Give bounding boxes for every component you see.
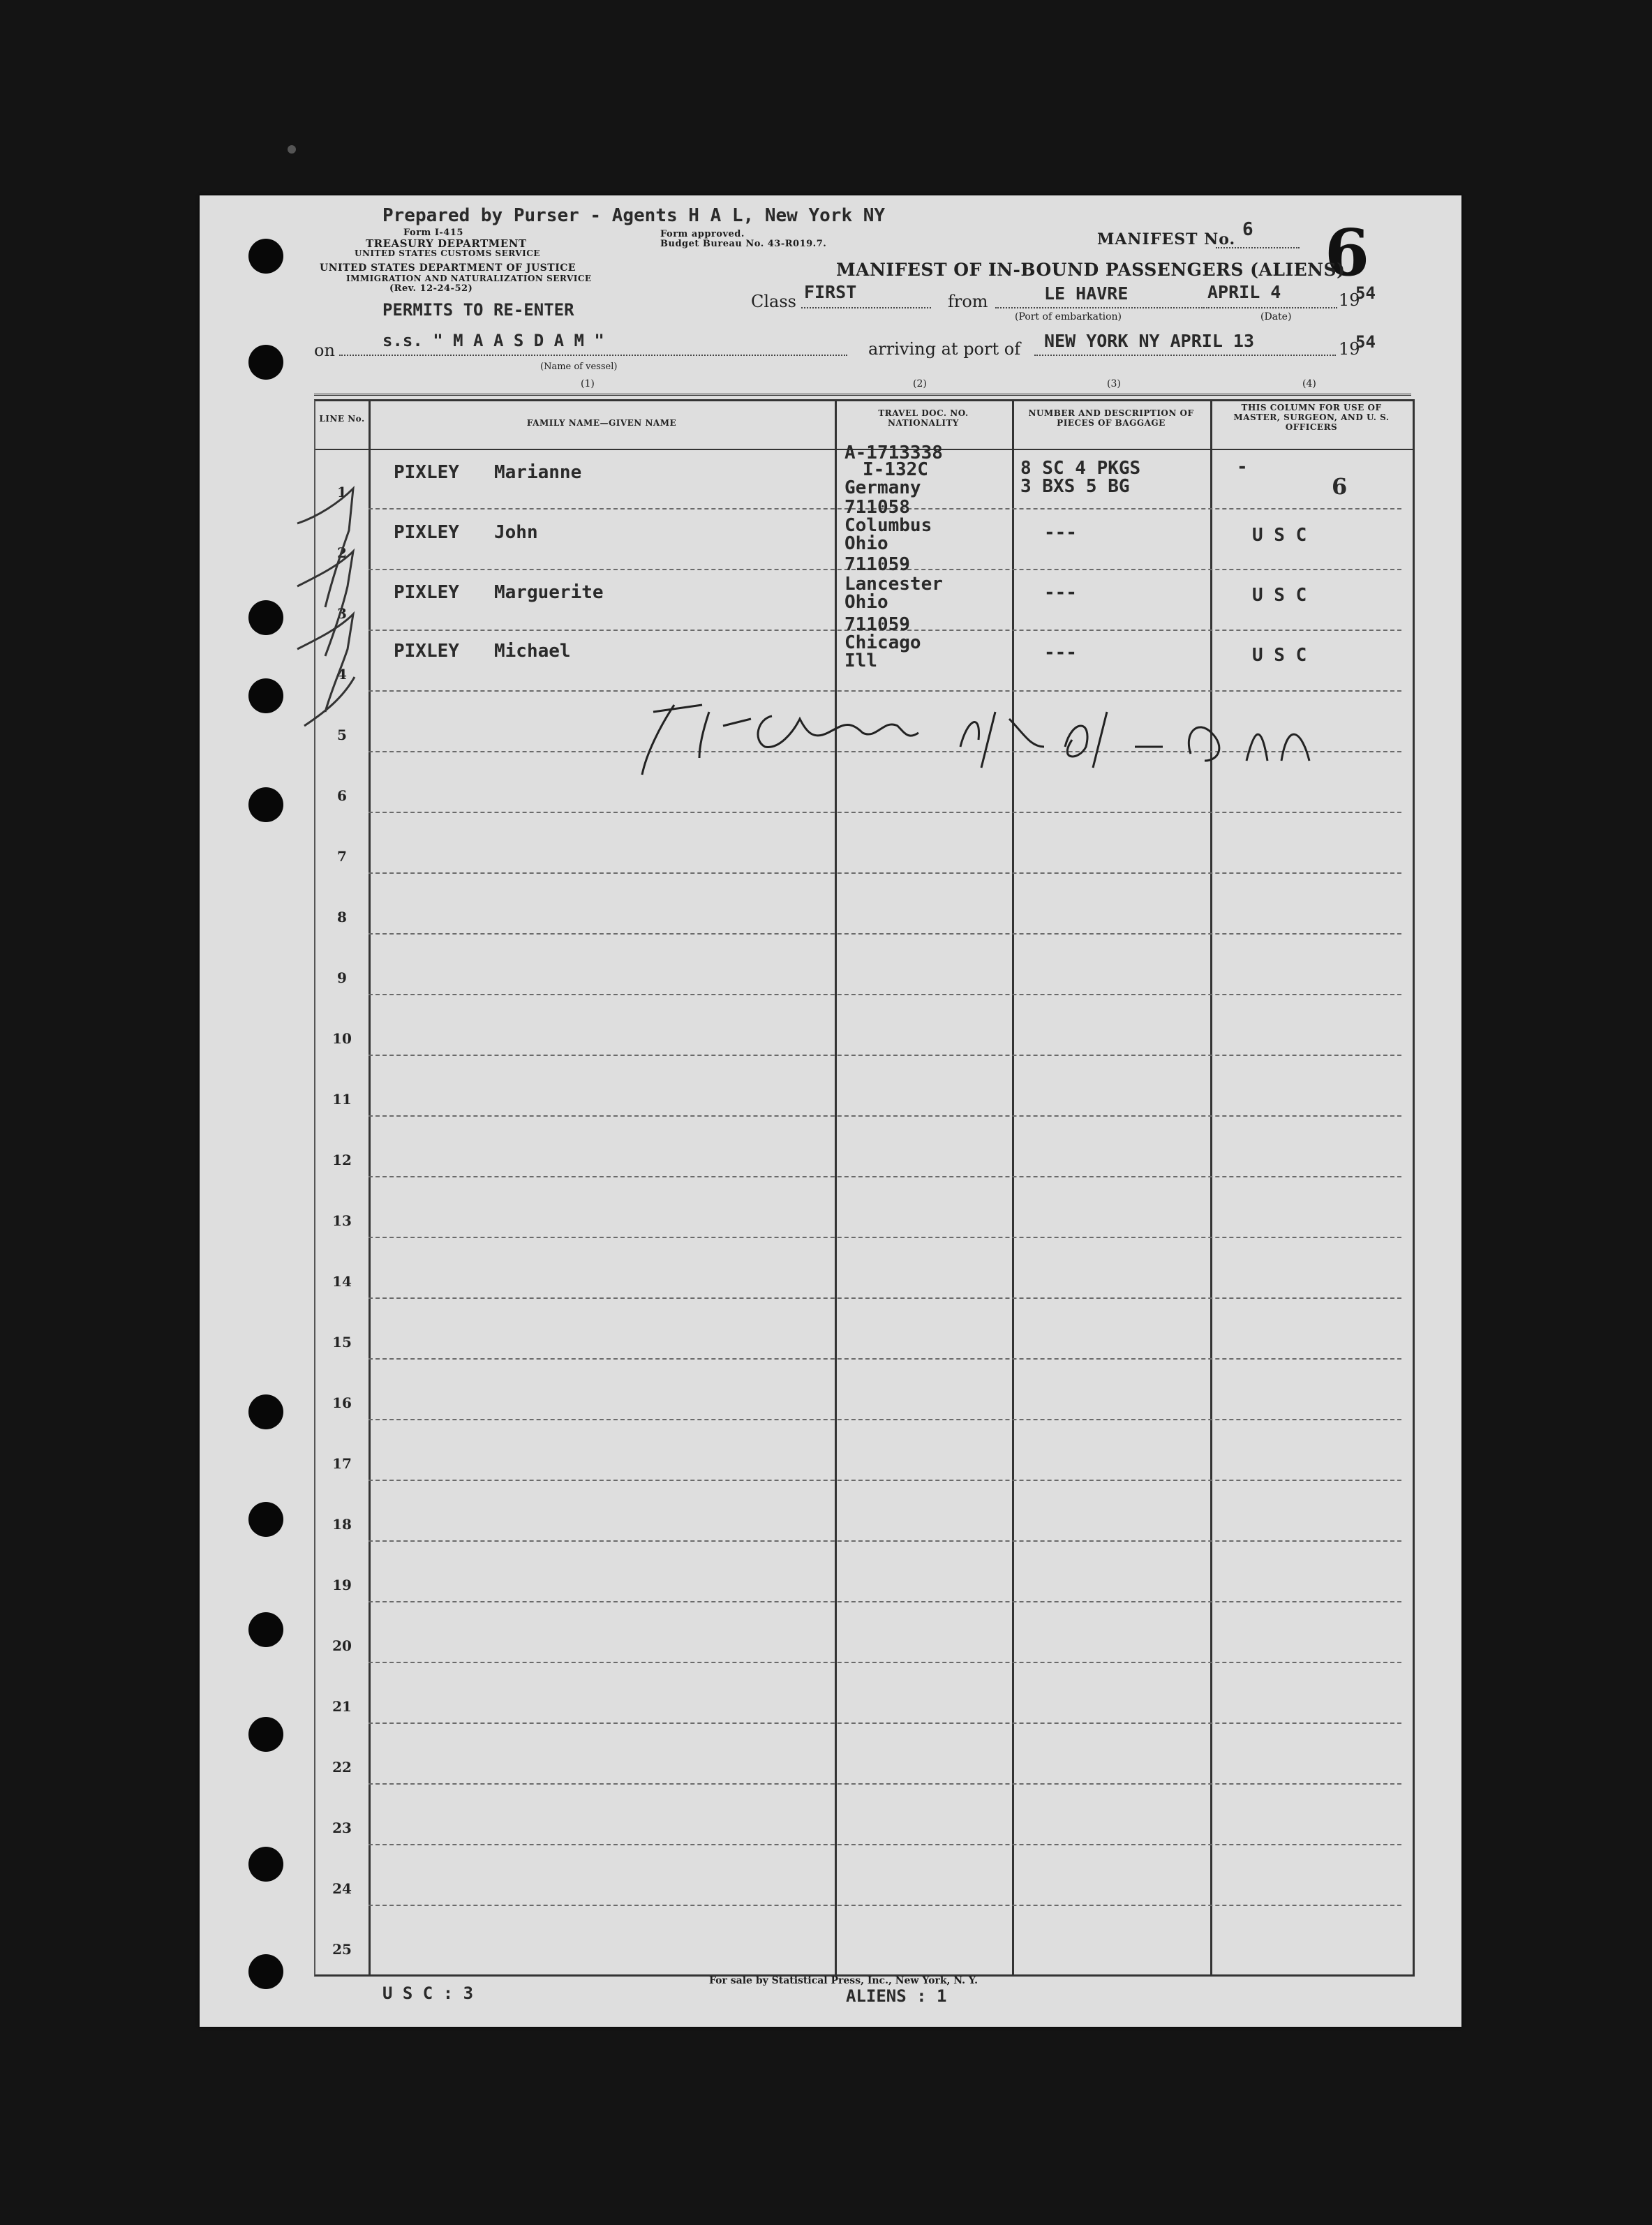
line-number: 4	[337, 666, 347, 683]
officer-mark: U S C	[1252, 585, 1307, 606]
given-name: Michael	[494, 641, 571, 662]
table-line	[315, 1056, 1413, 1117]
travel-doc: I-132C	[863, 459, 928, 480]
table-line	[315, 813, 1413, 874]
arrival-year-suffix: 54	[1355, 332, 1376, 352]
revision: (Rev. 12-24-52)	[389, 283, 473, 294]
punch-hole	[248, 345, 283, 380]
line-number: 18	[332, 1516, 352, 1533]
embarkation-date: APRIL 4	[1207, 282, 1281, 302]
from-label: from	[948, 292, 988, 311]
vessel-caption: (Name of vessel)	[540, 362, 618, 372]
arrival-port-date: NEW YORK NY APRIL 13	[1044, 331, 1255, 351]
table-line	[315, 1177, 1413, 1238]
manifest-label: MANIFEST No.	[1097, 230, 1236, 248]
line-number: 20	[332, 1637, 352, 1654]
given-name: Marianne	[494, 462, 582, 483]
family-name: PIXLEY	[394, 582, 459, 603]
family-name: PIXLEY	[394, 522, 459, 543]
baggage: 8 SC 4 PKGS	[1020, 458, 1141, 479]
line-number: 17	[332, 1455, 352, 1472]
date-caption: (Date)	[1260, 311, 1292, 322]
line-number: 7	[337, 848, 347, 865]
port-line	[995, 307, 1205, 308]
passenger-table	[314, 399, 1415, 1977]
officer-handwritten-mark: 6	[1332, 473, 1348, 500]
line-number: 2	[337, 544, 347, 561]
column-number: (2)	[913, 378, 927, 389]
column-number: (1)	[581, 378, 595, 389]
nationality: Ill	[844, 650, 877, 671]
line-number: 11	[332, 1091, 352, 1108]
vessel-name: s.s. " M A A S D A M "	[382, 331, 604, 350]
manifest-number-line	[1216, 247, 1300, 248]
travel-doc-header: TRAVEL DOC. NO. NATIONALITY	[878, 408, 969, 428]
line-number: 15	[332, 1334, 352, 1350]
customs-service: UNITED STATES CUSTOMS SERVICE	[355, 248, 540, 258]
nationality: Ohio	[844, 592, 888, 613]
travel-doc: Chicago	[844, 632, 921, 653]
travel-doc: Lancester	[844, 574, 943, 595]
header-rule	[314, 394, 1411, 396]
given-name: John	[494, 522, 538, 543]
line-number: 25	[332, 1941, 352, 1958]
punch-hole	[248, 787, 283, 822]
line-number: 16	[332, 1394, 352, 1411]
punch-hole	[248, 1717, 283, 1752]
baggage: ---	[1044, 642, 1077, 663]
table-line	[315, 1360, 1413, 1420]
punch-hole	[248, 1612, 283, 1647]
line-number: 9	[337, 969, 347, 986]
name-header: FAMILY NAME—GIVEN NAME	[526, 418, 677, 428]
line-number: 13	[332, 1212, 352, 1229]
line-number: 3	[337, 605, 347, 622]
table-line	[315, 1785, 1413, 1845]
nationality: Germany	[844, 477, 921, 498]
baggage-header: NUMBER AND DESCRIPTION OF PIECES OF BAGGAGE	[1028, 408, 1194, 428]
line-number: 23	[332, 1820, 352, 1836]
travel-doc: A-1713338	[844, 442, 943, 463]
table-line	[315, 1238, 1413, 1299]
baggage: ---	[1044, 522, 1077, 543]
line-number: 12	[332, 1152, 352, 1168]
table-line	[315, 1542, 1413, 1602]
punch-hole	[248, 1954, 283, 1989]
table-line	[315, 1481, 1413, 1542]
given-name: Marguerite	[494, 582, 604, 603]
table-line	[315, 1724, 1413, 1785]
year-prefix: 19	[1339, 290, 1360, 310]
officer-mark: U S C	[1252, 645, 1307, 666]
form-approved: Form approved.	[660, 229, 745, 239]
line-number: 8	[337, 909, 347, 925]
manifest-page	[200, 195, 1461, 2027]
vessel-line	[339, 355, 847, 356]
line-number: 5	[337, 727, 347, 743]
punch-hole	[248, 1502, 283, 1537]
class-line	[801, 307, 931, 308]
table-line	[315, 1663, 1413, 1724]
punch-hole	[248, 1394, 283, 1429]
table-line	[315, 935, 1413, 995]
arriving-label: arriving at port of	[868, 339, 1021, 359]
table-line	[315, 874, 1413, 935]
arrival-line	[1034, 355, 1336, 356]
line-number: 24	[332, 1880, 352, 1897]
line-number: 22	[332, 1759, 352, 1776]
check-marks	[276, 447, 388, 740]
officer-mark: U S C	[1252, 525, 1307, 546]
class-value: FIRST	[804, 282, 857, 302]
aliens-total: ALIENS : 1	[846, 1986, 947, 2006]
date-line	[1206, 307, 1337, 308]
table-line	[315, 1420, 1413, 1481]
punch-hole	[248, 239, 283, 274]
manifest-number: 6	[1242, 219, 1253, 240]
table-line	[315, 1117, 1413, 1177]
form-number: Form I-415	[403, 228, 463, 238]
prepared-by: Prepared by Purser - Agents H A L, New York NY	[382, 205, 886, 226]
travel-doc: 711058	[844, 497, 910, 518]
scan-speck	[288, 145, 296, 154]
travel-doc: 711059	[844, 554, 910, 575]
baggage: 3 BXS 5 BG	[1020, 476, 1130, 497]
ins-service: IMMIGRATION AND NATURALIZATION SERVICE	[346, 274, 592, 283]
line-number: 21	[332, 1698, 352, 1715]
line-number: 6	[337, 787, 347, 804]
line-number: 19	[332, 1577, 352, 1593]
table-line	[315, 1299, 1413, 1360]
table-line	[315, 995, 1413, 1056]
family-name: PIXLEY	[394, 462, 459, 483]
permits-label: PERMITS TO RE-ENTER	[382, 300, 574, 320]
officers-header: THIS COLUMN FOR USE OF MASTER, SURGEON, AND U. S. OFFICERS	[1233, 403, 1390, 432]
family-name: PIXLEY	[394, 641, 459, 662]
port-caption: (Port of embarkation)	[1015, 311, 1122, 322]
manifest-title: MANIFEST OF IN-BOUND PASSENGERS (ALIENS)	[836, 260, 1346, 280]
table-line	[315, 1602, 1413, 1663]
line-number: 10	[332, 1030, 352, 1047]
treasury-dept: TREASURY DEPARTMENT	[366, 237, 527, 250]
punch-hole	[248, 1847, 283, 1882]
port-of-embarkation: LE HAVRE	[1044, 283, 1129, 304]
year-suffix: 54	[1355, 283, 1376, 303]
line-number: 14	[332, 1273, 352, 1290]
budget-bureau: Budget Bureau No. 43-R019.7.	[660, 239, 827, 249]
class-label: Class	[751, 292, 796, 311]
nationality: Ohio	[844, 533, 888, 554]
line-number: 1	[337, 484, 347, 500]
table-line	[315, 1845, 1413, 1906]
baggage: ---	[1044, 582, 1077, 603]
table-line	[315, 1906, 1413, 1967]
officer-mark: -	[1237, 456, 1248, 477]
manifest-number-stamp: 6	[1325, 215, 1370, 290]
travel-doc: 711059	[844, 614, 910, 635]
justice-dept: UNITED STATES DEPARTMENT OF JUSTICE	[320, 262, 576, 274]
printer-note: For sale by Statistical Press, Inc., New York, N. Y.	[709, 1975, 978, 1986]
column-number: (4)	[1302, 378, 1316, 389]
line-no-header: LINE No.	[319, 414, 365, 424]
on-label: on	[314, 341, 335, 360]
immigration-officer-signature	[632, 691, 1442, 782]
usc-total: U S C : 3	[382, 1984, 474, 2003]
travel-doc: Columbus	[844, 515, 932, 536]
column-number: (3)	[1107, 378, 1121, 389]
arrival-year-prefix: 19	[1339, 339, 1360, 359]
